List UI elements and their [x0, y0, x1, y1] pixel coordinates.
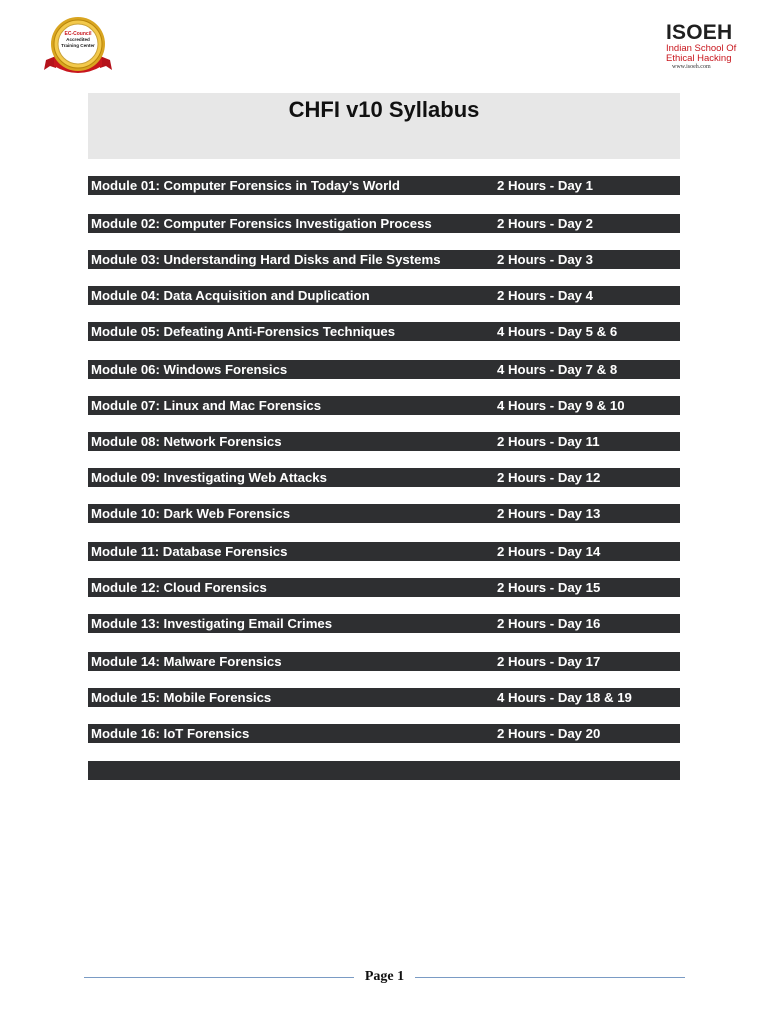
module-row [88, 214, 680, 233]
module-row [88, 542, 680, 561]
module-row [88, 578, 680, 597]
module-duration: 2 Hours - Day 11 [497, 434, 600, 449]
badge-line-1: EC-Council [64, 31, 92, 37]
module-row [88, 250, 680, 269]
module-name: Module 14: Malware Forensics [91, 654, 282, 669]
module-name: Module 16: IoT Forensics [91, 726, 250, 741]
module-duration: 2 Hours - Day 14 [497, 544, 601, 559]
module-row [88, 396, 680, 415]
module-duration: 2 Hours - Day 1 [497, 178, 594, 193]
module-row [88, 360, 680, 379]
module-name: Module 11: Database Forensics [91, 544, 288, 559]
module-row [88, 176, 680, 195]
footer-rule-left [84, 977, 354, 978]
module-name: Module 06: Windows Forensics [91, 362, 288, 377]
module-duration: 4 Hours - Day 5 & 6 [497, 324, 618, 339]
module-name: Module 01: Computer Forensics in Today’s World [91, 178, 400, 193]
module-name: Module 02: Computer Forensics Investigation Process [91, 216, 432, 231]
module-row [88, 652, 680, 671]
module-name: Module 09: Investigating Web Attacks [91, 470, 327, 485]
module-duration: 2 Hours - Day 20 [497, 726, 601, 741]
module-row [88, 504, 680, 523]
module-duration: 4 Hours - Day 18 & 19 [497, 690, 632, 705]
module-row [88, 761, 680, 780]
logo-main-text: ISOEH [666, 21, 733, 44]
module-name: Module 15: Mobile Forensics [91, 690, 272, 705]
module-duration: 2 Hours - Day 16 [497, 616, 601, 631]
module-duration: 4 Hours - Day 9 & 10 [497, 398, 625, 413]
module-name: Module 12: Cloud Forensics [91, 580, 267, 595]
badge-line-2: Accredited [66, 37, 90, 43]
module-duration: 2 Hours - Day 2 [497, 216, 594, 231]
module-name: Module 10: Dark Web Forensics [91, 506, 291, 521]
module-duration: 2 Hours - Day 13 [497, 506, 601, 521]
module-row [88, 688, 680, 707]
module-name: Module 05: Defeating Anti-Forensics Techniques [91, 324, 396, 339]
module-duration: 4 Hours - Day 7 & 8 [497, 362, 618, 377]
page-number: Page 1 [364, 969, 405, 984]
module-row [88, 286, 680, 305]
module-duration: 2 Hours - Day 4 [497, 288, 594, 303]
module-name: Module 04: Data Acquisition and Duplication [91, 288, 370, 303]
footer-rule-right [415, 977, 685, 978]
module-duration: 2 Hours - Day 15 [497, 580, 601, 595]
ec-council-badge [42, 16, 114, 80]
module-name: Module 07: Linux and Mac Forensics [91, 398, 322, 413]
logo-url: www.isoeh.com [672, 64, 711, 70]
logo-subtitle-2: Ethical Hacking [666, 53, 732, 64]
module-row [88, 322, 680, 341]
page-title: CHFI v10 Syllabus [288, 97, 480, 122]
module-name: Module 13: Investigating Email Crimes [91, 616, 333, 631]
module-row [88, 468, 680, 487]
module-duration: 2 Hours - Day 17 [497, 654, 601, 669]
logo-subtitle-1: Indian School Of [666, 43, 737, 54]
module-row [88, 724, 680, 743]
title-band [88, 93, 680, 159]
module-duration: 2 Hours - Day 3 [497, 252, 594, 267]
module-row [88, 614, 680, 633]
module-row [88, 432, 680, 451]
isoeh-logo [666, 22, 742, 71]
module-duration: 2 Hours - Day 12 [497, 470, 601, 485]
module-name: Module 03: Understanding Hard Disks and File Systems [91, 252, 441, 267]
badge-line-3: Training Center [61, 42, 95, 48]
module-name: Module 08: Network Forensics [91, 434, 282, 449]
